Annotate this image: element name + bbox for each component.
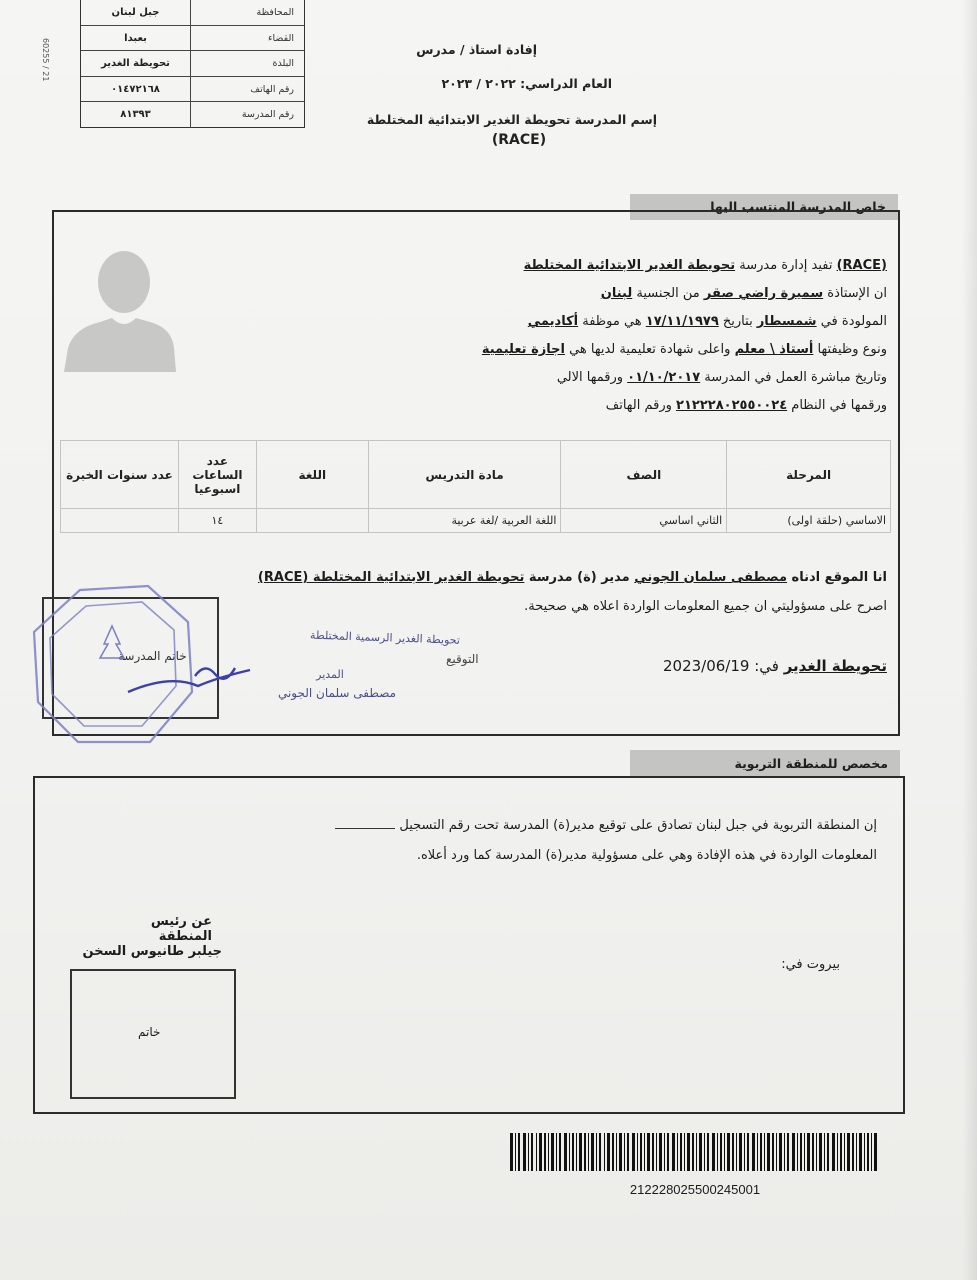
blank-line [335,828,395,829]
info-row [81,102,304,128]
handwritten-school: تحويطة الغدير الرسمية المختلطة [309,628,461,647]
handwritten-name: مصطفى سلمان الجوني [277,686,397,700]
teaching-table [60,440,891,533]
table-cell: الاساسي (حلقة اولى) [727,509,891,533]
person-photo-placeholder [60,240,178,372]
text-span: تفيد إدارة مدرسة [735,258,837,273]
text-span: إن المنطقة التربوية في جبل لبنان تصادق على توقيع مدير(ة) المدرسة تحت رقم التسجيل [399,818,877,833]
text-span: في: [749,657,784,675]
info-row [81,51,304,77]
nationality: لبنان [600,286,633,301]
text-span: ورقم الهاتف [605,398,677,413]
signature-label: التوقيع [446,652,479,666]
table-cell: الثاني اساسي [561,509,727,533]
body-line-2 [601,286,887,301]
school-info-table [80,0,305,128]
region-chief-name: جيلبر طانيوس السخن [82,944,222,959]
region-line-1 [335,818,877,833]
info-value: بعبدا [81,26,191,51]
table-cell [61,509,179,533]
column-header: عدد سنوات الخبرة [61,441,179,509]
table-cell [256,509,368,533]
body-line-3 [528,314,887,329]
start-date: ٠١/١٠/٢٠١٧ [627,370,701,385]
system-number: ٢١٢٢٢٨٠٢٥٥٠٠٢٤ [676,398,788,413]
school-name-bold: (RACE) [836,258,887,273]
section-school-tab: خاص المدرسة المنتسب اليها [630,194,898,220]
info-label: رقم المدرسة [241,109,294,120]
beirut-date-label: بيروت في: [781,957,840,972]
director-name: مصطفى سلمان الجوني [634,570,788,585]
info-value: ٨١٣٩٣ [81,102,191,128]
official-seal-icon [20,582,270,752]
column-header: الصف [561,441,727,509]
region-chief-label: عن رئيس المنطقة [150,914,212,944]
handwritten-title: المدير [316,668,344,681]
birth-date: ١٧/١١/١٩٧٩ [645,314,719,329]
info-value: جبل لبنان [81,0,191,25]
text-span: بتاريخ [718,314,757,329]
column-header: المرحلة [727,441,891,509]
info-value: ٠١٤٧٢١٦٨ [81,77,191,102]
text-span: المولودة في [816,314,887,329]
text-span: ونوع وظيفتها [813,342,887,357]
school-name-bold: تحويطة الغدير الابتدائية المختلطة [523,258,736,273]
declaration-line-2: اصرح على مسؤوليتي ان جميع المعلومات الواردة اعلاه هي صحيحة. [524,599,887,614]
info-value: تحويطة الغدير [81,51,191,76]
info-label: رقم الهاتف [250,83,294,95]
table-header-row [61,441,891,509]
body-line-4 [482,342,887,357]
info-label: القضاء [268,32,294,44]
info-row [81,0,304,26]
text-span: ان الإستاذة [823,286,887,301]
body-line-6 [606,398,887,413]
school-name-bold: تحويطة الغدير الابتدائية المختلطة (RACE) [257,570,525,585]
place-name: تحويطة الغدير [783,657,887,675]
text-span: وتاريخ مباشرة العمل في المدرسة [700,370,887,385]
declaration-date: 2023/06/19 [662,657,750,675]
text-span: ورقمها في النظام [787,398,887,413]
declaration-line-1 [258,570,887,585]
stamp-label: خاتم المدرسة [118,649,187,663]
school-name-line: إسم المدرسة تحويطة الغدير الابتدائية المختلطة [366,112,657,127]
school-year: العام الدراسي: ٢٠٢٢ / ٢٠٢٣ [441,76,612,91]
race-label: (RACE) [491,132,547,148]
text-span: ورقمها الالي [556,370,628,385]
info-label: المحافظة [256,7,294,18]
job-type: أستاذ \ معلم [734,342,814,357]
info-label: البلدة [272,58,294,69]
birth-place: شمسطار [756,314,817,329]
document-title: إفادة استاذ / مدرس [416,42,537,57]
region-stamp-box [70,969,236,1099]
body-line-5 [557,370,887,385]
region-stamp-label: خاتم [138,1025,161,1039]
info-row [81,26,304,52]
table-cell: اللغة العربية /لغة عربية [368,509,561,533]
text-span: هي موظفة [578,314,646,329]
region-line-2: المعلومات الواردة في هذه الإفادة وهي على مسؤولية مدير(ة) المدرسة كما ورد أعلاه. [416,848,877,863]
text-span: مدير (ة) مدرسة [524,570,635,585]
employee-type: أكاديمي [527,314,579,329]
table-cell: ١٤ [178,509,256,533]
declaration-date-line [663,657,887,675]
page-edge-shadow [962,0,977,1280]
text-span: انا الموقع ادناه [787,570,887,585]
teacher-name: سميرة راضي صقر [703,286,824,301]
column-header: اللغة [256,441,368,509]
certificate: اجازة تعليمية [481,342,565,357]
column-header: مادة التدريس [368,441,561,509]
section-region-tab: مخصص للمنطقة التربوية [630,750,900,778]
text-span: من الجنسية [632,286,704,301]
info-row [81,77,304,103]
barcode-number: 212228025500245001 [629,1182,761,1197]
body-line-1 [524,258,887,273]
table-row [61,509,891,533]
text-span: واعلى شهادة تعليمية لديها هي [564,342,735,357]
barcode-icon [510,1133,877,1171]
document-number: 60255 / 21 [41,38,50,82]
column-header: عدد الساعات اسبوعيا [178,441,256,509]
